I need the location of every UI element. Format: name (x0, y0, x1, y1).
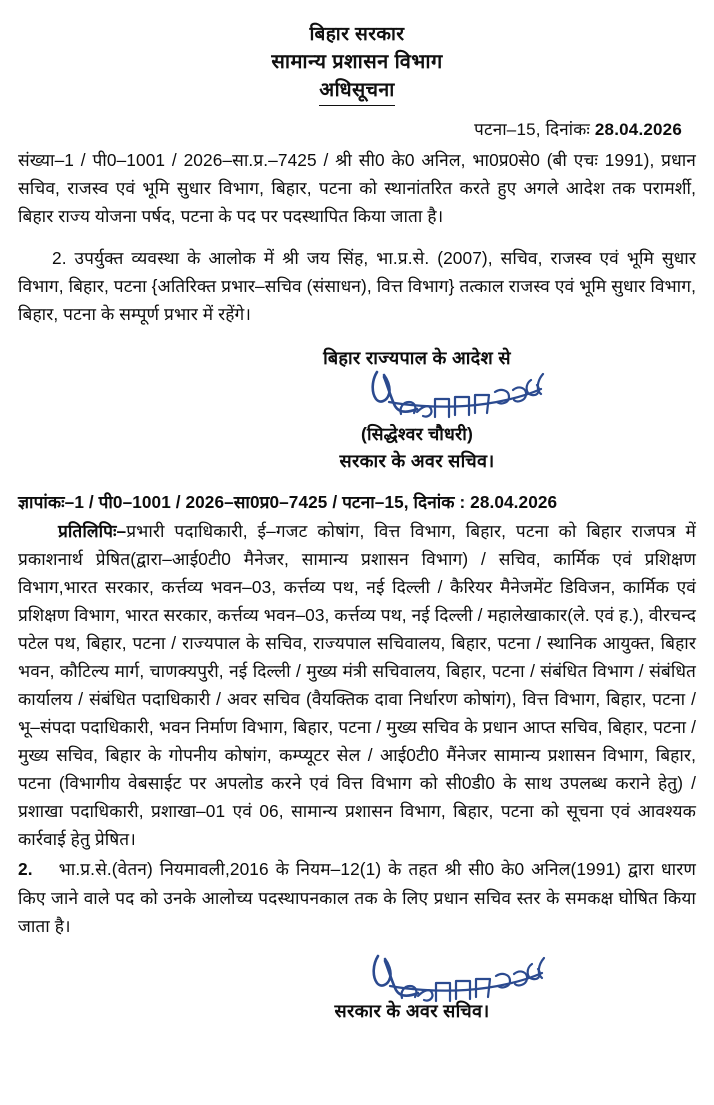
government-name: बिहार सरकार (309, 24, 405, 45)
signature-block-top (18, 346, 696, 473)
signature-area-bottom (128, 966, 696, 996)
order-number-paragraph: संख्या–1 / पी0–1001 / 2026–सा.प्र.–7425 / श्री सी0 के0 अनिल, भा0प्र0से0 (बी एचः 1991), प्रधान सचिव, राजस्व एवं भूमि सुधार विभाग, बिहार, पटना को स्थानांतरित करते हुए अगले आदेश तक परामर्शी, बिहार राज्य योजना पर्षद, पटना के पद पर पदस्थापित किया जाता है। (18, 150, 696, 227)
copy-to-body: प्रभारी पदाधिकारी, ई–गजट कोषांग, वित्त विभाग, बिहार, पटना को बिहार राजपत्र में प्रकाशनार्थ प्रेषित(द्वारा–आई0टी0 मैनेजर, सामान्य प्रशासन विभाग) / सचिव, कार्मिक एवं प्रशिक्षण विभाग,भारत सरकार, कर्त्तव्य भवन–03, कर्त्तव्य पथ, नई दिल्ली / कैरियर मैनेजमेंट डिविजन, कार्मिक एवं प्रशिक्षण विभाग, भारत सरकार, कर्त्तव्य भवन–03, कर्त्तव्य पथ, नई दिल्ली / महालेखाकार(ले. एवं ह.), वीरचन्द पटेल पथ, बिहार, पटना / राज्यपाल के सचिव, राज्यपाल सचिवालय, बिहार, पटना / स्थानिक आयुक्त, बिहार भवन, कौटिल्य मार्ग, चाणक्यपुरी, नई दिल्ली / मुख्य मंत्री सचिवालय, बिहार, पटना / संबंधित विभाग / संबंधित कार्यालय / संबंधित पदाधिकारी / अवर सचिव (वैयक्तिक दावा निर्धारण कोषांग), वित्त विभाग, बिहार, पटना / भू–संपदा पदाधिकारी, भवन निर्माण विभाग, बिहार, पटना / मुख्य सचिव के प्रधान आप्त सचिव, बिहार, पटना / मुख्य सचिव, बिहार के गोपनीय कोषांग, कम्प्यूटर सेल / आई0टी0 मैंनेजर सामान्य प्रशासन विभाग, बिहार, पटना (विभागीय वेबसाईट पर अपलोड करने एवं वित्त विभाग को सी0डी0 के साथ उपलब्ध कराने हेतु) / प्रशाखा पदाधिकारी, प्रशाखा–01 एवं 06, सामान्य प्रशासन विभाग, बिहार, पटना को सूचना एवं आवश्यक कार्रवाई हेतु प्रेषित। (18, 521, 696, 850)
copy-to-label: प्रतिलिपिः– (58, 521, 127, 542)
document-header (18, 22, 696, 106)
place-and-date-line (18, 117, 696, 140)
document-type-title: अधिसूचना (319, 78, 394, 106)
signatory-designation-bottom: सरकार के अवर सचिव। (334, 1000, 490, 1021)
paragraph-three-number: 2. (18, 859, 33, 880)
department-name: सामान्य प्रशासन विभाग (271, 51, 443, 74)
paragraph-three (18, 855, 696, 939)
signatory-designation: सरकार के अवर सचिव। (339, 451, 495, 472)
signature-block-bottom (18, 966, 696, 1023)
copy-to-paragraph (18, 517, 696, 853)
signature-area-top (138, 370, 696, 422)
by-order-of-governor-line: बिहार राज्यपाल के आदेश से (323, 348, 511, 369)
signatory-name: (सिद्धेश्वर चौधरी) (360, 424, 474, 445)
paragraph-two: 2. उपर्युक्त व्यवस्था के आलोक में श्री जय सिंह, भा.प्र.से. (2007), सचिव, राजस्व एवं भूमि सुधार विभाग, बिहार, पटना {अतिरिक्त प्रभार–सचिव (संसाधन), वित्त विभाग} तत्काल राजस्व एवं भूमि सुधार विभाग, बिहार, पटना के सम्पूर्ण प्रभार में रहेंगे। (18, 248, 696, 325)
notification-date: 28.04.2026 (594, 120, 682, 140)
place-label: पटना–15, दिनांकः (474, 120, 595, 140)
paragraph-three-text: भा.प्र.से.(वेतन) नियमावली,2016 के नियम–12(1) के तहत श्री सी0 के0 अनिल(1991) द्वारा धारण किए जाने वाले पद को उनके आलोच्य पदस्थापनकाल तक के लिए प्रधान सचिव स्तर के समकक्ष घोषित किया जाता है। (18, 859, 696, 936)
memo-number-line: ज्ञापांकः–1 / पी0–1001 / 2026–सा0प्र0–7425 / पटना–15, दिनांक : 28.04.2026 (18, 492, 558, 513)
handwritten-signature-top (365, 368, 565, 430)
